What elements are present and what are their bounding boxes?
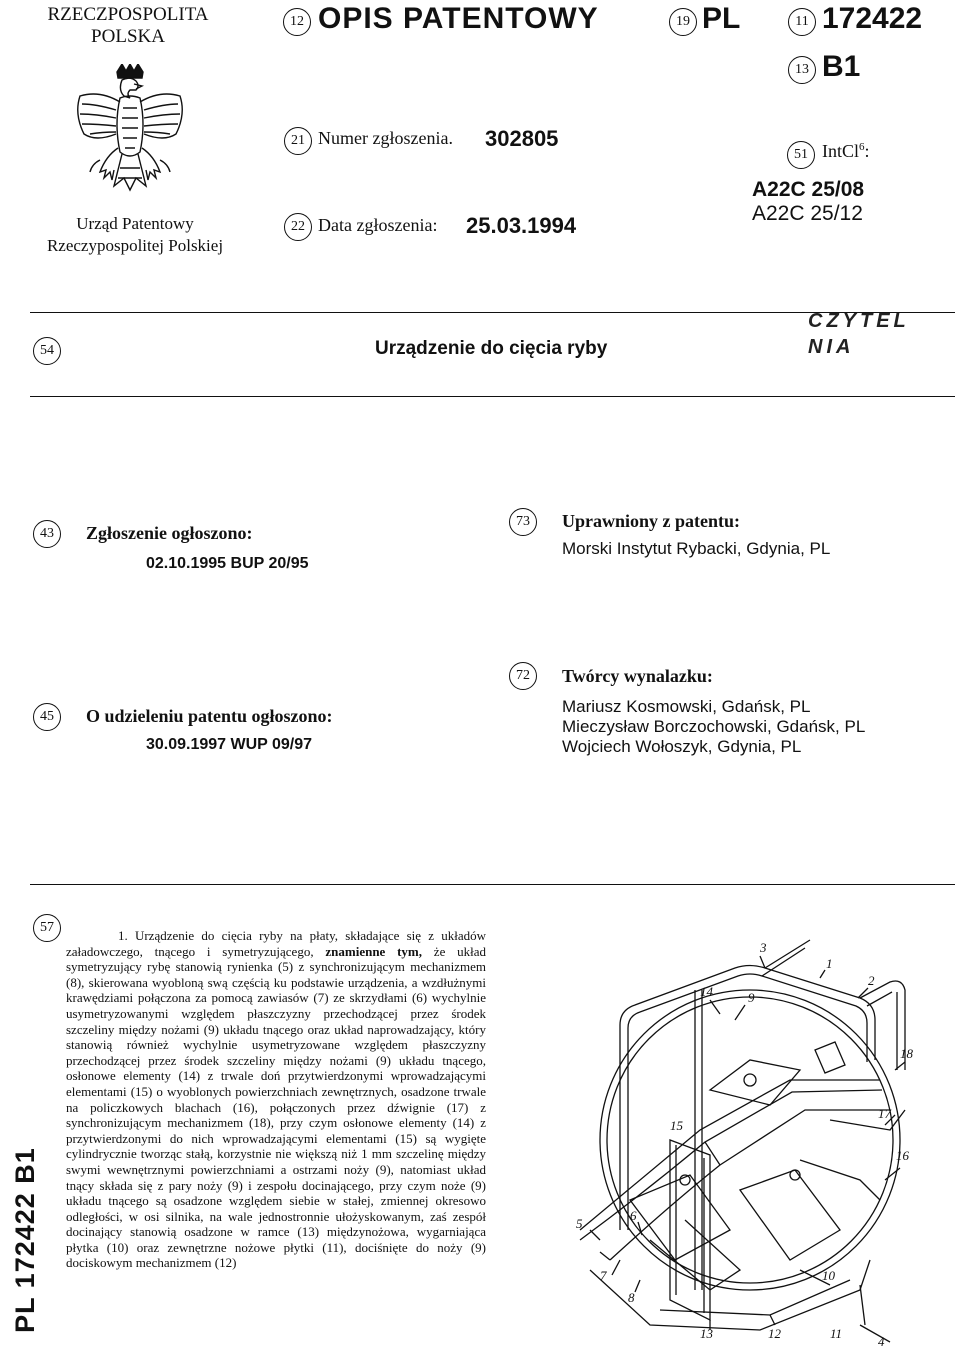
figure-label-16: 16 xyxy=(896,1148,909,1163)
ipc-label-text: IntCl xyxy=(822,141,860,161)
ipc-edition: 6 xyxy=(859,141,865,153)
figure-label-6: 6 xyxy=(630,1208,637,1223)
figure-label-17: 17 xyxy=(878,1106,891,1121)
code-22: 22 xyxy=(284,213,312,241)
country-name xyxy=(38,4,218,48)
document-type-title: OPIS PATENTOWY xyxy=(318,2,599,35)
figure-label-18: 18 xyxy=(900,1046,913,1061)
patent-number: 172422 xyxy=(822,2,923,35)
divider-middle xyxy=(30,396,955,397)
figure-label-5: 5 xyxy=(576,1216,583,1231)
divider-bottom xyxy=(30,884,955,885)
ipc-secondary: A22C 25/12 xyxy=(752,202,863,225)
figure-label-15: 15 xyxy=(670,1118,683,1133)
inventor-3: Wojciech Wołoszyk, Gdynia, PL xyxy=(562,737,802,756)
ipc-label xyxy=(822,141,870,162)
grant-label: O udzieleniu patentu ogłoszono: xyxy=(86,706,333,726)
code-11: 11 xyxy=(788,8,816,36)
figure-label-7: 7 xyxy=(600,1268,607,1283)
country-code: PL xyxy=(702,2,741,35)
code-43: 43 xyxy=(33,520,61,548)
application-date: 25.03.1994 xyxy=(466,213,577,238)
office-line1: Urząd Patentowy xyxy=(76,214,194,233)
figure-label-14: 14 xyxy=(700,984,713,999)
figure-label-3: 3 xyxy=(760,940,767,955)
application-date-label: Data zgłoszenia: xyxy=(318,215,438,235)
invention-title: Urządzenie do cięcia ryby xyxy=(375,338,608,359)
country-line2: POLSKA xyxy=(91,26,165,47)
owner-value: Morski Instytut Rybacki, Gdynia, PL xyxy=(562,539,831,558)
technical-drawing xyxy=(560,930,950,1350)
ipc-primary: A22C 25/08 xyxy=(752,178,865,201)
code-51: 51 xyxy=(787,141,815,169)
abstract-start: 1. Urządzenie do cięcia ryby na płaty, składające się z układów załadowczego, tnącego i symetryzującego, xyxy=(66,928,486,959)
code-57: 57 xyxy=(33,914,61,942)
publication-value: 02.10.1995 BUP 20/95 xyxy=(146,555,309,572)
figure-label-8: 8 xyxy=(628,1290,635,1305)
library-stamp: CZYTELNIA xyxy=(808,310,910,358)
ipc-colon: : xyxy=(864,141,870,161)
country-line1: RZECZPOSPOLITA xyxy=(47,4,209,25)
code-13: 13 xyxy=(788,56,816,84)
office-line2: Rzeczypospolitej Polskiej xyxy=(46,236,224,255)
inventors-list xyxy=(562,697,865,757)
abstract-text xyxy=(66,928,486,1271)
figure-label-12: 12 xyxy=(768,1326,781,1341)
patent-office-name xyxy=(30,213,240,257)
figure-label-9: 9 xyxy=(748,990,755,1005)
figure-label-2: 2 xyxy=(868,973,875,988)
figure-label-1: 1 xyxy=(826,956,833,971)
side-patent-number: PL 172422 B1 xyxy=(10,1147,40,1333)
code-19: 19 xyxy=(669,8,697,36)
grant-value: 30.09.1997 WUP 09/97 xyxy=(146,736,313,753)
abstract-rest: że układ symetryzujący rybę stanowią rynienka (5) z synchronizującym mechanizmem (8), skierowana wyobloną swą częścią ku podstawie urządzenia, a wzdłużnymi krawędziami połączona za pomocą zawiasów (7) ze skrzydłami (6) wychylnie usymetryzowanymi względem płaszczyzny przechodzącej przez środek szczeliny między nożami (9) układu tnącego oraz układ naprowadzający, który stanowią również wychylnie usymetryzowane względem płaszczyzny przechodzącej przez środek szczeliny między nożami (9) układu tnącego, osłonowe elementy (14) z trwale doń przytwierdzonymi wprowadzającymi elementami (15) o wyoblonych powierzchniach zewnętrznych, osadzone trwale na policzkowych blachach (16), połączonych przez dźwignie (17) z synchronizującym mechanizmem (18), przy czym osłonowe elementy (14) z przytwierdzonymi do nich wprowadzającymi elementami (15) są wygięte cylindrycznie tworząc stałą, korzystnie nie większą niż 1 mm szczelinę między swymi wewnętrznymi powierzchniami a ostrzami noży (9), natomiast układ tnący składa się z pary noży (9) i zespołu docinającego, przy czym noże (9) układu tnącego są osadzone względem siebie w stałej, zmiennej okresowo odległości, w osi silnika, na wale jednostronnie ułożyskowanym, zaś zespół docinający stanowią osadzone w ramce (13) międzynożowa, wygarniająca płytka (10) oraz zewnętrzne nożowe płytki (11), dociśnięte do noży (9) dociskowym mechanizmem (12) xyxy=(66,943,487,1271)
code-21: 21 xyxy=(284,127,312,155)
owner-label: Uprawniony z patentu: xyxy=(562,511,741,531)
kind-code: B1 xyxy=(822,50,861,83)
eagle-emblem xyxy=(70,64,190,209)
figure-label-4: 4 xyxy=(878,1334,885,1349)
publication-label: Zgłoszenie ogłoszono: xyxy=(86,523,253,543)
code-45: 45 xyxy=(33,703,61,731)
inventors-label: Twórcy wynalazku: xyxy=(562,666,713,686)
inventor-2: Mieczysław Borczochowski, Gdańsk, PL xyxy=(562,717,866,736)
code-54: 54 xyxy=(33,337,61,365)
inventor-1: Mariusz Kosmowski, Gdańsk, PL xyxy=(562,697,811,716)
abstract-keyword: znamienne tym, xyxy=(325,943,423,959)
figure-label-13: 13 xyxy=(700,1326,713,1341)
code-12: 12 xyxy=(283,8,311,36)
figure-label-11: 11 xyxy=(830,1326,843,1341)
code-72: 72 xyxy=(509,662,537,690)
application-number: 302805 xyxy=(485,126,559,151)
figure-label-10: 10 xyxy=(822,1268,835,1283)
application-number-label: Numer zgłoszenia. xyxy=(318,128,453,148)
code-73: 73 xyxy=(509,508,537,536)
